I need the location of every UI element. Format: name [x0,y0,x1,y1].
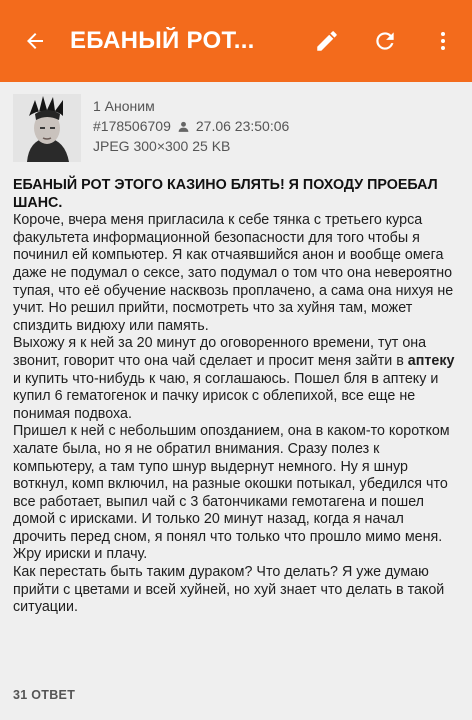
post-paragraph: Как перестать быть таким дураком? Что делать? Я уже думаю прийти с цветами и всей хуйней, но хуй знает что делать в такой ситуации. [13,564,445,616]
more-vertical-icon [431,29,455,53]
back-button[interactable] [0,0,70,82]
post-paragraph [13,335,459,423]
post-thumbnail[interactable] [13,94,81,162]
replies-link[interactable]: 31 ОТВЕТ [13,688,76,702]
arrow-left-icon [23,29,47,53]
post-meta [93,96,289,156]
person-icon [177,120,190,133]
post-number[interactable]: #178506709 [93,118,171,134]
post-datetime: 27.06 23:50:06 [195,118,290,134]
app-bar [0,0,472,82]
post-text: Выхожу я к ней за 20 минут до оговоренного времени, тут она звонит, говорит что она чай сделает и просит меня зайти в [13,335,427,369]
edit-button[interactable] [298,0,356,82]
refresh-button[interactable] [356,0,414,82]
post-subject: ЕБАНЫЙ РОТ ЭТОГО КАЗИНО БЛЯТЬ! Я ПОХОДУ ПРОЕБАЛ ШАНС. [13,177,438,211]
refresh-icon [372,28,398,54]
post-author: 1 Аноним [93,98,155,114]
avatar-image [13,94,81,162]
post-text-bold: аптеку [407,352,455,369]
thread-title: ЕБАНЫЙ РОТ... [70,27,255,54]
post-paragraph: Пришел к ней с небольшим опозданием, она в каком-то коротком халате была, но я не обратил внимания. Сразу полез к компьютеру, а там тупо шнур выдернут немного. Ну я шнур воткнул, комп включил, на разные окошки потыкал, убедился что все работает, выпил чай с 3 батончиками гемотагена и пошел домой с ирисками. И только 20 минут назад, когда я начал дрочить перед сном, я понял что только что прошло мимо меня. Жру ириски и плачу. [13,423,450,563]
post-paragraph: Короче, вчера меня пригласила к себе тянка с третьего курса факультета информационной безопасности для того чтобы я починил ей компьютер. Я как отчаявшийся анон и вообще омега даже не подумал о сексе, зато подумал о том что она невероятно тупая, что её обучение насквозь проплачено, а сама она нихуя не учит. Но решил прийти, посмотреть что за хуйня там, может спиздить видюху или память. [13,212,454,334]
post-header [13,94,453,174]
post-file-info: JPEG 300×300 25 KB [93,138,231,154]
pencil-icon [314,28,340,54]
post [0,82,472,720]
more-button[interactable] [414,0,472,82]
post-text: и купить что-нибудь к чаю, я соглашаюсь. Пошел бля в аптеку и купил 6 гематогенок и пачку ирисок с облепихой, все еще не понимая подвоха. [13,370,439,422]
post-body [13,177,459,617]
